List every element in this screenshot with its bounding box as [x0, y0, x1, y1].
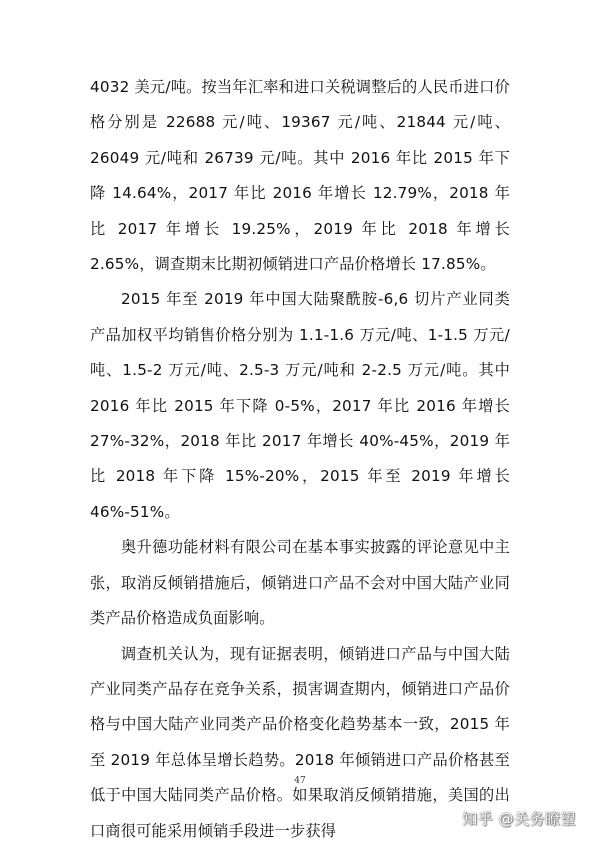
paragraph-domestic-price: 2015 年至 2019 年中国大陆聚酰胺-6,6 切片产业同类产品加权平均销售价格分别为 1.1-1.6 万元/吨、1-1.5 万元/吨、1.5-2 万元/吨、2.5-3 万元/吨和 2-2.5 万元/吨。其中 2016 年比 2015 年下降 0-5%，2017 年比 2016 年增长 27%-32%，2018 年比 2017 年增长 40%-45%，2019 年比 2018 年下降 15%-20%，2015 年至 2019 年增长 46%-51%。 [90, 290, 510, 521]
body-text [90, 70, 510, 849]
paragraph-ascend-claim: 奥升德功能材料有限公司在基本事实披露的评论意见中主张，取消反倾销措施后，倾销进口产品不会对中国大陆产业同类产品价格造成负面影响。 [90, 538, 510, 628]
watermark: 知乎 @关务瞭望 [462, 810, 576, 828]
paragraph-import-price: 4032 美元/吨。按当年汇率和进口关税调整后的人民币进口价格分别是 22688 元/吨、19367 元/吨、21844 元/吨、26049 元/吨和 26739 元/吨。其中 2016 年比 2015 年下降 14.64%，2017 年比 2016 年增长 12.79%，2018 年比 2017 年增长 19.25%，2019 年比 2018 年增长 2.65%，调查期末比期初倾销进口产品价格增长 17.85%。 [90, 78, 510, 274]
paragraph-authority-finding: 调查机关认为，现有证据表明，倾销进口产品与中国大陆产业同类产品存在竞争关系，损害调查期内，倾销进口产品价格与中国大陆产业同类产品价格变化趋势基本一致，2015 年至 2019 年总体呈增长趋势。2018 年倾销进口产品价格甚至低于中国大陆同类产品价格。如果取消反倾销措施，美国的出口商很可能采用倾销手段进一步获得 [90, 644, 510, 840]
page-number: 47 [294, 776, 306, 786]
